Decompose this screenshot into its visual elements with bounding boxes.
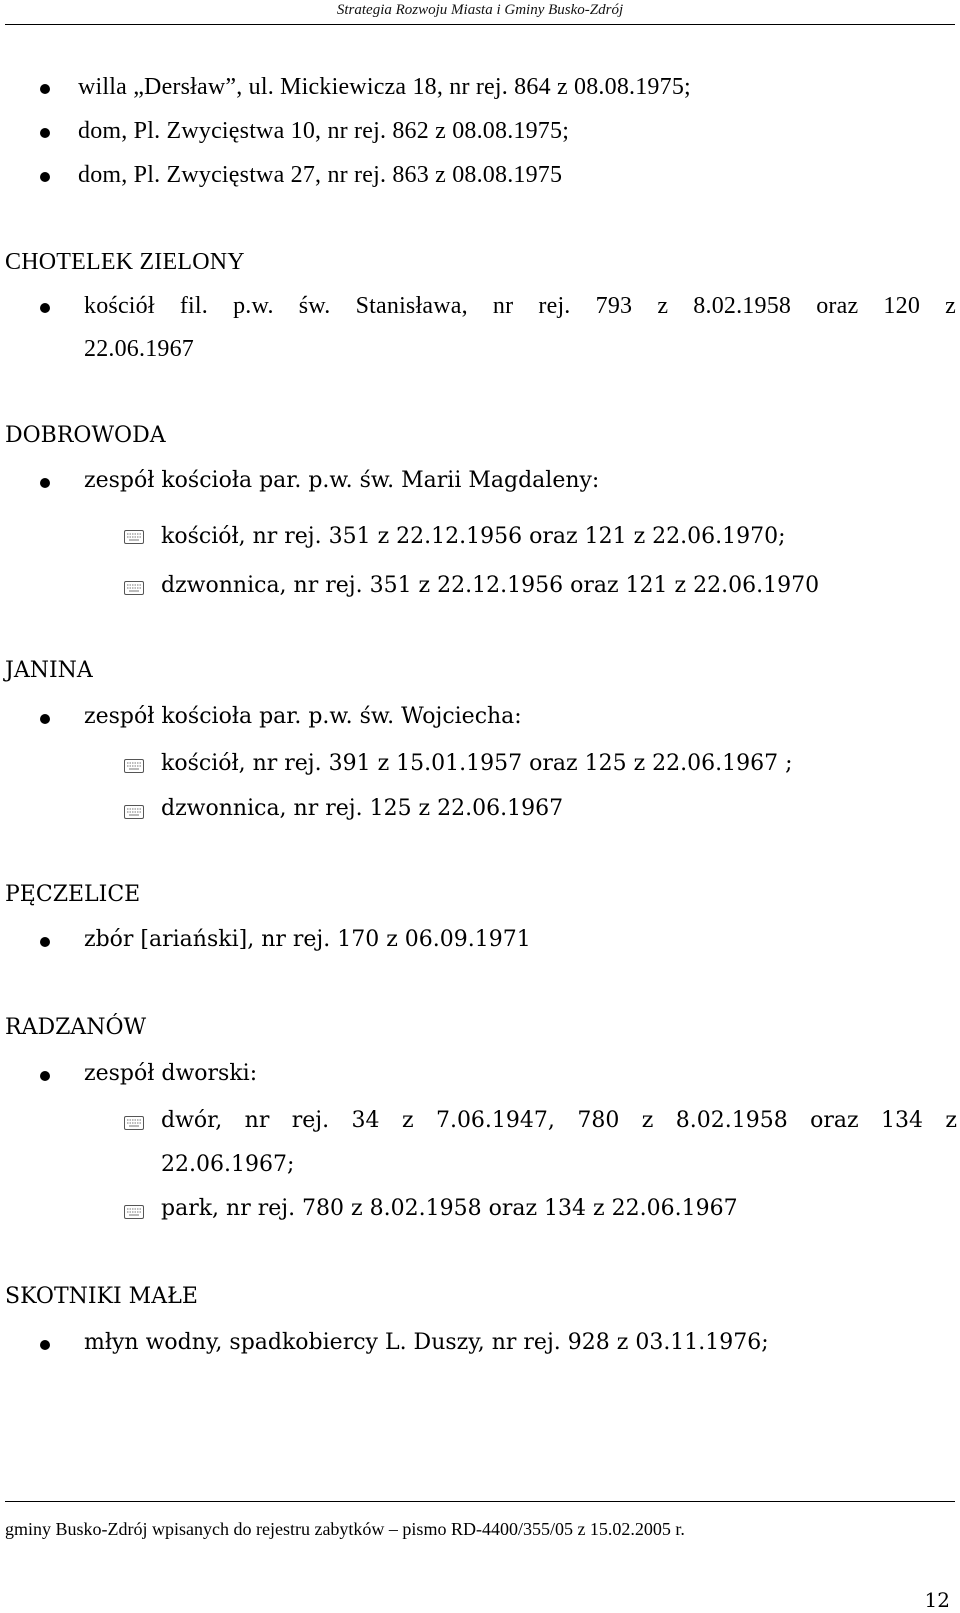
- sub-list-item: kościół, nr rej. 351 z 22.12.1956 oraz 121 z 22.06.1970;: [161, 524, 786, 549]
- list-item-continuation: 22.06.1967: [84, 336, 194, 362]
- sub-list-item: kościół, nr rej. 391 z 15.01.1957 oraz 125 z 22.06.1967 ;: [161, 751, 793, 776]
- section-heading: DOBROWODA: [5, 423, 166, 448]
- list-item: kościół fil. p.w. św. Stanisława, nr rej. 793 z 8.02.1958 oraz 120 z: [84, 293, 956, 319]
- list-item: zbór [ariański], nr rej. 170 z 06.09.1971: [84, 927, 531, 952]
- bullet-icon: [40, 172, 50, 182]
- bullet-icon: [40, 1340, 50, 1350]
- section-heading: PĘCZELICE: [5, 882, 141, 907]
- keyboard-bullet-icon: [124, 530, 144, 544]
- list-item: dom, Pl. Zwycięstwa 27, nr rej. 863 z 08.08.1975: [78, 162, 563, 188]
- sub-list-item: park, nr rej. 780 z 8.02.1958 oraz 134 z 22.06.1967: [161, 1196, 738, 1221]
- list-item: zespół kościoła par. p.w. św. Wojciecha:: [84, 704, 522, 729]
- list-item: zespół dworski:: [84, 1061, 258, 1086]
- running-header: Strategia Rozwoju Miasta i Gminy Busko-Zdrój: [336, 2, 624, 18]
- footer-rule: [5, 1501, 955, 1502]
- list-item: zespół kościoła par. p.w. św. Marii Magdaleny:: [84, 468, 600, 493]
- sub-list-item: dwór, nr rej. 34 z 7.06.1947, 780 z 8.02.1958 oraz 134 z: [161, 1108, 957, 1133]
- page-number: 12: [924, 1588, 950, 1612]
- section-heading: RADZANÓW: [5, 1015, 147, 1040]
- list-item: dom, Pl. Zwycięstwa 10, nr rej. 862 z 08.08.1975;: [78, 118, 570, 144]
- section-heading: CHOTELEK ZIELONY: [5, 249, 245, 275]
- header-rule: [5, 24, 955, 25]
- section-heading: SKOTNIKI MAŁE: [5, 1284, 198, 1309]
- bullet-icon: [40, 478, 50, 488]
- keyboard-bullet-icon: [124, 581, 144, 595]
- bullet-icon: [40, 714, 50, 724]
- footnote: gminy Busko-Zdrój wpisanych do rejestru zabytków – pismo RD-4400/355/05 z 15.02.2005 r.: [5, 1519, 685, 1539]
- section-heading: JANINA: [5, 658, 93, 683]
- bullet-icon: [40, 1071, 50, 1081]
- bullet-icon: [40, 303, 50, 313]
- bullet-icon: [40, 128, 50, 138]
- keyboard-bullet-icon: [124, 1116, 144, 1130]
- sub-list-item: dzwonnica, nr rej. 125 z 22.06.1967: [161, 796, 564, 821]
- list-item: młyn wodny, spadkobiercy L. Duszy, nr rej. 928 z 03.11.1976;: [84, 1330, 769, 1355]
- bullet-icon: [40, 937, 50, 947]
- bullet-icon: [40, 84, 50, 94]
- sub-list-item: dzwonnica, nr rej. 351 z 22.12.1956 oraz 121 z 22.06.1970: [161, 573, 820, 598]
- sub-list-item-continuation: 22.06.1967;: [161, 1152, 295, 1177]
- list-item: willa „Dersław”, ul. Mickiewicza 18, nr rej. 864 z 08.08.1975;: [78, 74, 691, 100]
- keyboard-bullet-icon: [124, 759, 144, 773]
- keyboard-bullet-icon: [124, 1205, 144, 1219]
- keyboard-bullet-icon: [124, 805, 144, 819]
